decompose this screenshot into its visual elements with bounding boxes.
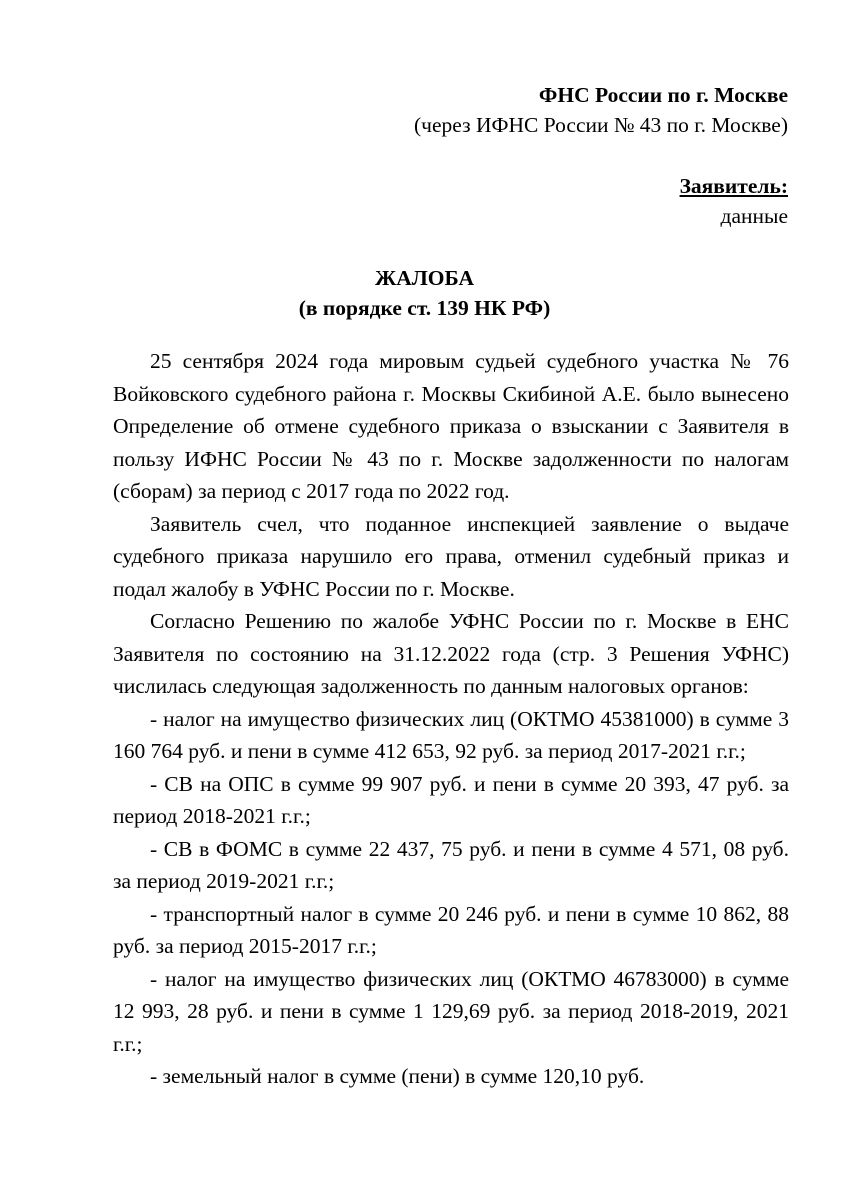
addressee-line1: ФНС России по г. Москве (538, 83, 788, 107)
document-body (113, 345, 789, 1093)
applicant-label: Заявитель: (679, 174, 788, 198)
debt-list-item: - налог на имущество физических лиц (ОКТМО 45381000) в сумме 3 160 764 руб. и пени в сумме 412 653, 92 руб. за период 2017-2021 г.г.; (113, 706, 789, 763)
debt-list-item: - налог на имущество физических лиц (ОКТМО 46783000) в сумме 12 993, 28 руб. и пени в сумме 1 129,69 руб. за период 2018-2019, 2021 г.г.; (113, 966, 789, 1056)
debt-list-item: - транспортный налог в сумме 20 246 руб. и пени в сумме 10 862, 88 руб. за период 2015-2017 г.г.; (113, 901, 789, 958)
addressee-line2: (через ИФНС России № 43 по г. Москве) (414, 113, 788, 137)
debt-list-item: - СВ на ОПС в сумме 99 907 руб. и пени в сумме 20 393, 47 руб. за период 2018-2021 г.г.; (113, 771, 789, 828)
document-subtitle: (в порядке ст. 139 НК РФ) (298, 296, 551, 320)
document-title: ЖАЛОБА (375, 266, 474, 290)
body-paragraph: Заявитель счел, что поданное инспекцией заявление о выдаче судебного приказа нарушило его права, отменил судебный приказ и подал жалобу в УФНС России по г. Москве. (113, 511, 789, 601)
debt-list-item: - земельный налог в сумме (пени) в сумме 120,10 руб. (150, 1064, 645, 1088)
body-paragraph: Согласно Решению по жалобе УФНС России по г. Москве в ЕНС Заявителя по состоянию на 31.12.2022 года (стр. 3 Решения УФНС) числилась следующая задолженность по данным налоговых органов: (113, 609, 789, 698)
body-paragraph: 25 сентября 2024 года мировым судьей судебного участка № 76 Войковского судебного района г. Москвы Скибиной А.Е. было вынесено Определение об отмене судебного приказа о взыскании с Заявителя в пользу ИФНС России № 43 по г. Москве задолженности по налогам (сборам) за период с 2017 года по 2022 год. (113, 349, 789, 503)
debt-list-item: - СВ в ФОМС в сумме 22 437, 75 руб. и пени в сумме 4 571, 08 руб. за период 2019-2021 г.г.; (113, 836, 789, 893)
applicant-value: данные (720, 204, 788, 228)
